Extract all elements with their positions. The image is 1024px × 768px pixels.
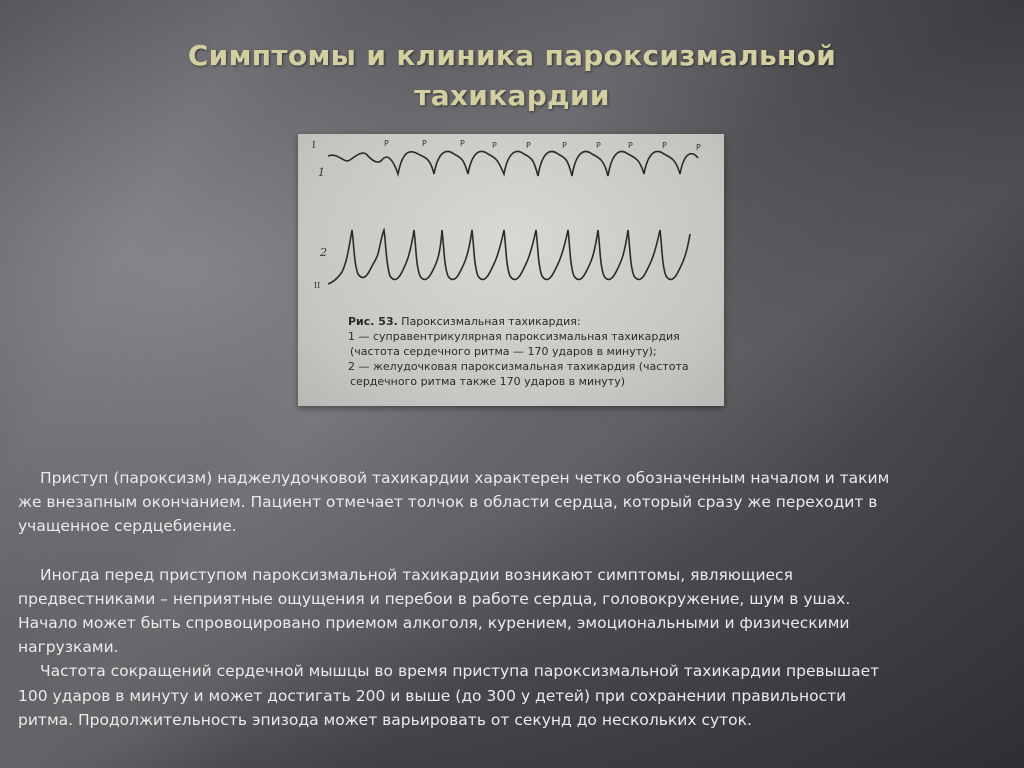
body-text [18, 466, 898, 732]
p-marker: P [492, 141, 497, 150]
lead-2-number: 2 [320, 246, 327, 259]
p-marker: P [384, 139, 389, 148]
p-marker: P [662, 141, 667, 150]
slide-title [0, 36, 1024, 116]
p-marker: P [422, 139, 427, 148]
caption-line: сердечного ритма также 170 ударов в минуту) [350, 375, 626, 388]
p-marker: P [628, 141, 633, 150]
caption-line: 1 — суправентрикулярная пароксизмальная тахикардия [348, 330, 680, 343]
p-marker: P [460, 139, 465, 148]
caption-title: Пароксизмальная тахикардия: [401, 315, 581, 328]
paragraph: Частота сокращений сердечной мышцы во время приступа пароксизмальной тахикардии превышает 100 ударов в минуту и может достигать 200 и выше (до 300 у детей) при сохранении правильности ритма. Продолжительность эпизода может варьировать от секунд до нескольких суток. [18, 662, 880, 729]
p-marker: P [562, 141, 567, 150]
ecg-trace-2 [328, 230, 690, 284]
title-line-1: Симптомы и клиника пароксизмальной [187, 39, 837, 72]
paragraph: Приступ (пароксизм) наджелудочковой тахикардии характерен четко обозначенным началом и таким же внезапным окончанием. Пациент отмечает толчок в области сердца, который сразу же переходит в учащенное сердцебиение. [18, 469, 890, 536]
caption-line: 2 — желудочковая пароксизмальная тахикардия (частота [348, 360, 689, 373]
ecg-figure [298, 134, 724, 406]
p-wave-markers [384, 139, 701, 152]
figure-caption [348, 314, 708, 389]
lead-1-number: 1 [318, 166, 325, 179]
lead-2-bottom-label: II [314, 281, 321, 290]
lead-1-top-label: I [312, 141, 316, 151]
paragraph: Иногда перед приступом пароксизмальной тахикардии возникают симптомы, являющиеся предвестниками – неприятные ощущения и перебои в работе сердца, головокружение, шум в ушах. Начало может быть спровоцировано приемом алкоголя, курением, эмоциональными и физическими нагрузками. [18, 565, 851, 657]
title-line-2: тахикардии [414, 79, 610, 112]
caption-line: (частота сердечного ритма — 170 ударов в минуту); [350, 345, 657, 358]
p-marker: P [696, 143, 701, 152]
caption-label: Рис. 53. [348, 315, 398, 328]
ecg-trace-1 [328, 151, 698, 176]
p-marker: P [596, 141, 601, 150]
p-marker: P [526, 141, 531, 150]
